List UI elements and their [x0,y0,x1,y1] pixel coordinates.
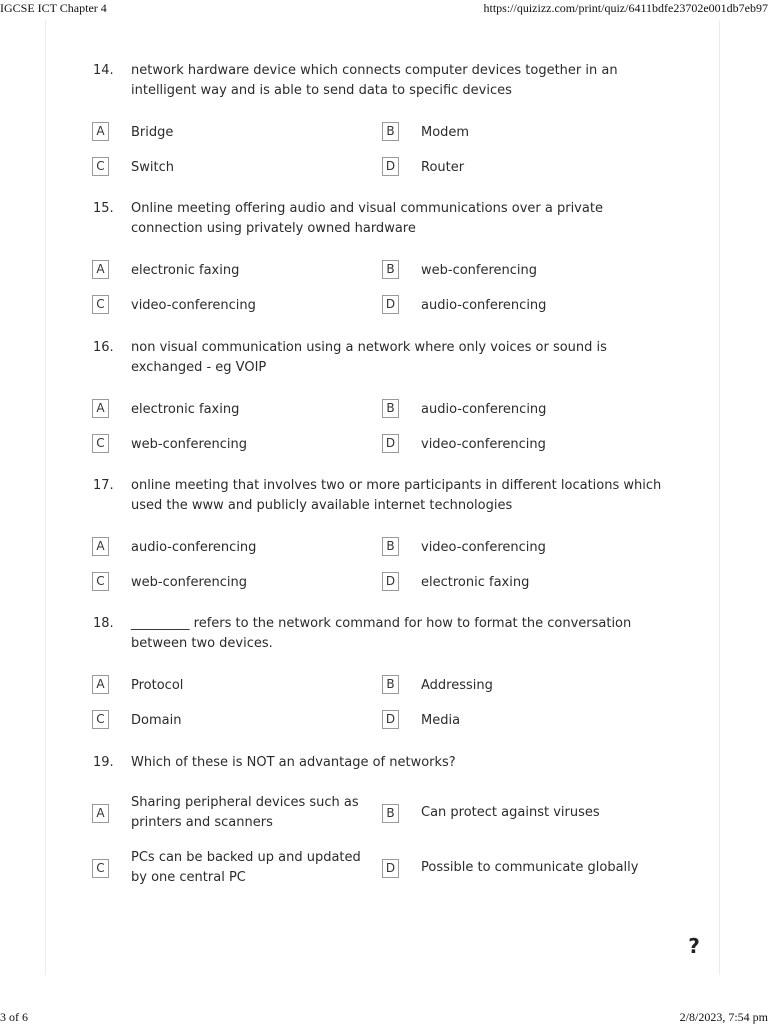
question-text: non visual communication using a network where only voices or sound is exchanged - eg VOIP [131,340,607,375]
print-datetime: 2/8/2023, 7:54 pm [679,1010,768,1024]
option-text: Domain [131,713,182,728]
option-letter-box: D [382,295,399,314]
option-letter-box: D [382,434,399,453]
option-text: web-conferencing [131,437,248,452]
option-b[interactable] [382,537,662,559]
option-letter-box: C [92,710,109,729]
option-text: electronic faxing [131,402,240,417]
option-a[interactable] [92,122,372,144]
option-text: Modem [421,125,470,140]
option-a[interactable] [92,260,372,282]
option-letter-box: C [92,295,109,314]
option-letter-box: A [92,675,109,694]
page-count: 3 of 6 [0,1010,28,1024]
question-mark-icon[interactable]: ? [688,934,700,958]
option-d[interactable] [382,295,662,317]
option-c[interactable] [92,848,372,890]
option-text: Media [421,713,461,728]
option-c[interactable] [92,157,372,179]
question-text: network hardware device which connects computer devices together in an intelligent way and is able to send data to specific devices [131,63,618,98]
question-text: online meeting that involves two or more participants in different locations which used the www and publicly available internet technologies [131,478,662,513]
option-text: audio-conferencing [421,298,547,313]
option-text: Sharing peripheral devices such as printers and scanners [131,795,359,830]
question-text: Which of these is NOT an advantage of networks? [131,755,456,770]
option-letter-box: B [382,804,399,823]
option-letter-box: B [382,537,399,556]
option-b[interactable] [382,260,662,282]
option-text: video-conferencing [421,437,546,452]
option-a[interactable] [92,537,372,559]
option-letter-box: D [382,572,399,591]
option-text: electronic faxing [421,575,530,590]
option-d[interactable] [382,710,662,732]
question-number: 18. [93,616,114,631]
question-number: 19. [93,755,114,770]
option-letter-box: C [92,157,109,176]
option-letter-box: A [92,399,109,418]
option-d[interactable] [382,434,662,456]
option-letter-box: B [382,399,399,418]
option-text: web-conferencing [131,575,248,590]
option-text: Possible to communicate globally [421,860,639,875]
question-number: 14. [93,63,114,78]
option-letter-box: A [92,804,109,823]
option-a[interactable] [92,675,372,697]
option-letter-box: D [382,710,399,729]
question-number: 17. [93,478,114,493]
option-b[interactable] [382,675,662,697]
option-c[interactable] [92,295,372,317]
option-letter-box: B [382,675,399,694]
option-letter-box: C [92,572,109,591]
print-title: IGCSE ICT Chapter 4 [0,1,107,15]
print-url: https://quizizz.com/print/quiz/6411bdfe23702e001db7eb97 [483,1,768,15]
option-text: PCs can be backed up and updated by one central PC [131,850,361,885]
option-text: Switch [131,160,174,175]
option-b[interactable] [382,793,662,835]
option-b[interactable] [382,122,662,144]
option-letter-box: A [92,537,109,556]
question-number: 15. [93,201,114,216]
option-text: audio-conferencing [421,402,547,417]
option-letter-box: B [382,122,399,141]
option-text: Router [421,160,465,175]
option-c[interactable] [92,710,372,732]
option-text: Protocol [131,678,184,693]
option-c[interactable] [92,434,372,456]
option-d[interactable] [382,572,662,594]
option-text: electronic faxing [131,263,240,278]
option-text: Addressing [421,678,493,693]
option-letter-box: D [382,859,399,878]
option-letter-box: D [382,157,399,176]
option-letter-box: C [92,434,109,453]
option-a[interactable] [92,793,372,835]
print-header [0,1,768,17]
option-letter-box: B [382,260,399,279]
option-text: Bridge [131,125,174,140]
option-letter-box: A [92,260,109,279]
option-text: video-conferencing [131,298,256,313]
option-c[interactable] [92,572,372,594]
question-number: 16. [93,340,114,355]
option-text: audio-conferencing [131,540,257,555]
option-text: video-conferencing [421,540,546,555]
question-text: _________ refers to the network command for how to format the conversation between two devices. [131,616,632,651]
option-text: Can protect against viruses [421,805,600,820]
option-b[interactable] [382,399,662,421]
option-d[interactable] [382,157,662,179]
question-text: Online meeting offering audio and visual communications over a private connection using privately owned hardware [131,201,603,236]
option-letter-box: A [92,122,109,141]
option-letter-box: C [92,859,109,878]
option-a[interactable] [92,399,372,421]
option-text: web-conferencing [421,263,538,278]
option-d[interactable] [382,848,662,890]
